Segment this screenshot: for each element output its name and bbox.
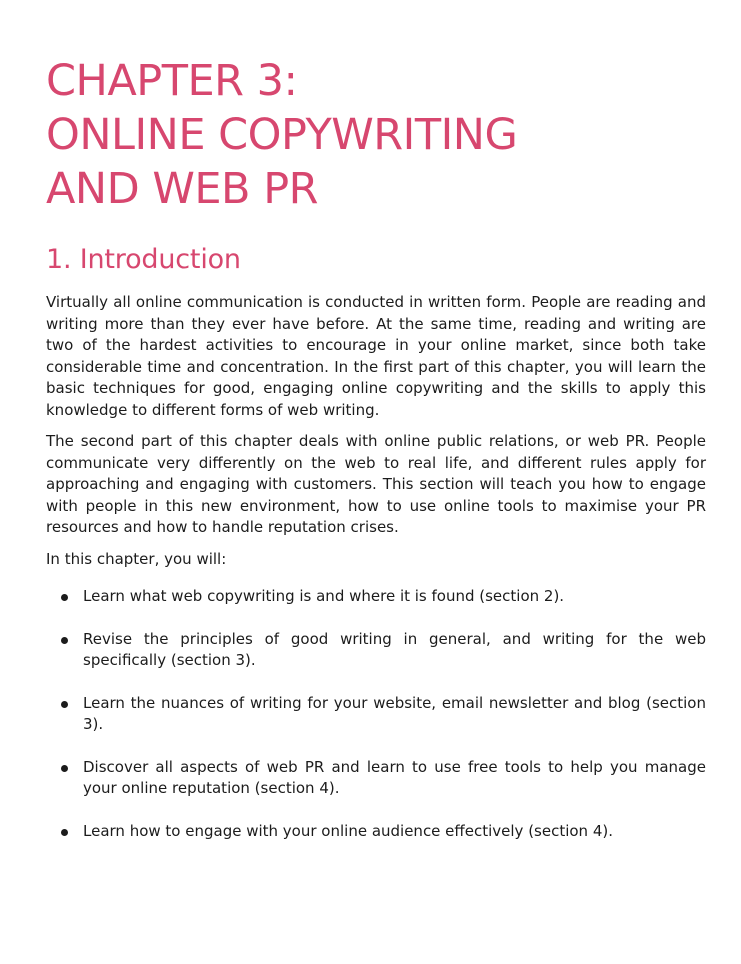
list-item-text: Learn the nuances of writing for your website, email newsletter and blog (section 3).	[83, 693, 706, 733]
list-item	[46, 586, 706, 608]
document-page	[46, 54, 706, 863]
list-item	[46, 757, 706, 800]
web-pr-paragraph: The second part of this chapter deals with online public relations, or web PR. People communicate very differently on the web to real life, and different rules apply for approaching and engaging with customers. This section will teach you how to engage with people in this new environment, how to use online tools to maximise your PR resources and how to handle reputation crises.	[46, 432, 706, 536]
chapter-title-line: ONLINE COPYWRITING	[46, 110, 518, 160]
chapter-title	[46, 54, 706, 216]
bullet-icon	[61, 594, 68, 601]
list-item	[46, 629, 706, 672]
bullet-icon	[61, 701, 68, 708]
list-item-text: Revise the principles of good writing in general, and writing for the web specifically (section 3).	[83, 629, 706, 669]
section-heading: 1. Introduction	[46, 244, 241, 275]
chapter-title-line: AND WEB PR	[46, 164, 319, 214]
list-item	[46, 693, 706, 736]
bullet-icon	[61, 637, 68, 644]
chapter-outline-lead: In this chapter, you will:	[46, 549, 227, 568]
list-item-text: Learn how to engage with your online audience effectively (section 4).	[83, 821, 613, 840]
list-item-text: Learn what web copywriting is and where it is found (section 2).	[83, 587, 565, 605]
bullet-icon	[61, 829, 68, 836]
intro-paragraph: Virtually all online communication is conducted in written form. People are reading and writing more than they ever have before. At the same time, reading and writing are two of the hardest activities to encourage in your online market, since both take considerable time and concentration. In the first part of this chapter, you will learn the basic techniques for good, engaging online copywriting and the skills to apply this knowledge to different forms of web writing.	[46, 293, 706, 419]
list-item	[46, 821, 706, 843]
list-item-text: Discover all aspects of web PR and learn to use free tools to help you manage your online reputation (section 4).	[83, 757, 706, 797]
chapter-title-line: CHAPTER 3:	[46, 56, 298, 106]
bullet-icon	[61, 765, 68, 772]
chapter-objectives-list	[46, 586, 706, 842]
